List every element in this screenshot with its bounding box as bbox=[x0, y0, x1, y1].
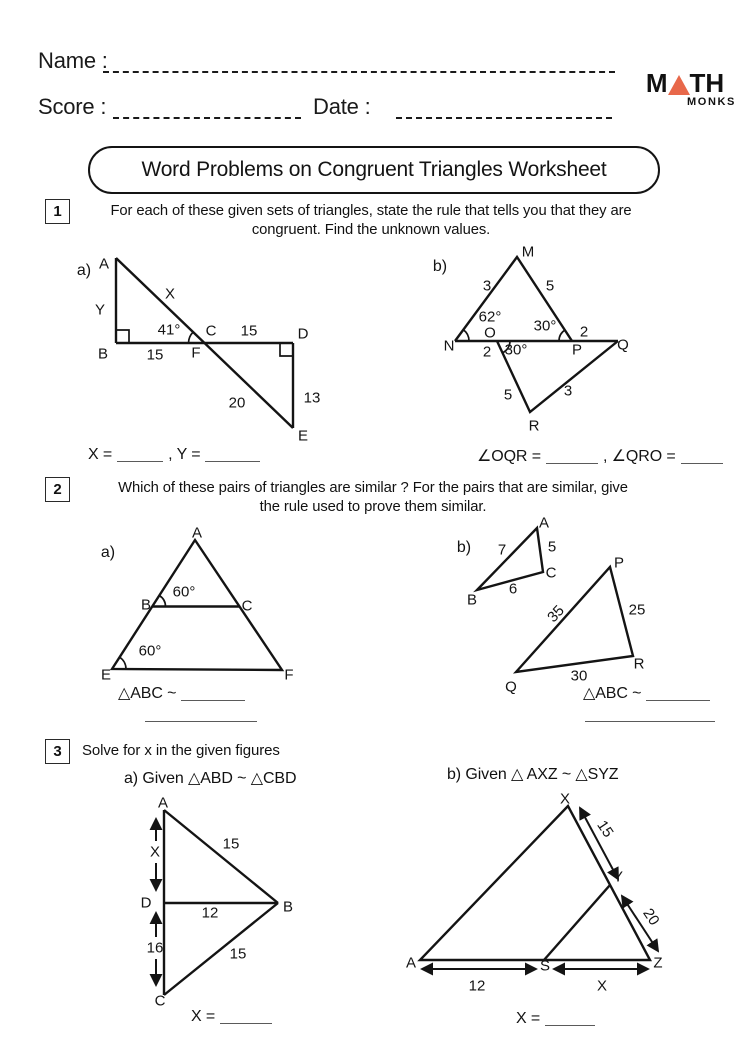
figure-label-f3a: 12 bbox=[201, 904, 219, 922]
answer-blank bbox=[646, 698, 710, 701]
figure-label-f1b: 2 bbox=[579, 323, 589, 341]
figure-label-f2a: 60° bbox=[138, 642, 162, 660]
figure-label-f3a: 16 bbox=[146, 939, 164, 957]
figure-label-f1a: 20 bbox=[228, 394, 246, 412]
figure-label-f3b: X bbox=[596, 977, 608, 995]
figure-label-f3a: D bbox=[140, 894, 152, 912]
figure-label-f2a: 60° bbox=[172, 583, 196, 601]
answer-blank bbox=[205, 459, 260, 462]
logo-text-m: M bbox=[645, 68, 668, 98]
answer-blank bbox=[546, 461, 598, 464]
figure-label-f1b: 30° bbox=[504, 341, 528, 359]
segment-arrows-XY-YZ-AS-SZ bbox=[422, 808, 658, 969]
figure-label-f1b: 30° bbox=[533, 317, 557, 335]
figure-label-f3b: X bbox=[559, 790, 571, 808]
figure-label-f3b: S bbox=[539, 957, 551, 975]
figure-label-f2b: b) bbox=[456, 539, 472, 556]
figure-label-f2a: C bbox=[241, 597, 253, 615]
worksheet-title-text: Word Problems on Congruent Triangles Worksheet bbox=[141, 158, 607, 181]
logo-text-monks: MONKS bbox=[687, 96, 736, 108]
answer-similar-label: △ABC ~ bbox=[118, 685, 177, 702]
figure-label-f1a: E bbox=[297, 427, 309, 445]
problem-3a-answer-row bbox=[191, 1008, 277, 1026]
figure-1b-drawing bbox=[455, 257, 618, 412]
figure-label-f3a: A bbox=[157, 794, 169, 812]
figure-label-f2a: F bbox=[284, 666, 294, 684]
problem-2-instruction-line2: the rule used to prove them similar. bbox=[259, 499, 487, 515]
figure-1a-drawing bbox=[116, 258, 293, 428]
problem-3a-given: a) Given △ABD ~ △CBD bbox=[124, 770, 297, 787]
answer-blank bbox=[117, 459, 163, 462]
figure-label-f1a: 41° bbox=[157, 321, 181, 339]
figure-label-f2b: 6 bbox=[508, 580, 518, 598]
figure-label-f2a: A bbox=[191, 524, 203, 542]
figure-label-f1a: a) bbox=[76, 262, 92, 279]
answer-blank bbox=[545, 1023, 595, 1026]
figure-label-f1b: 3 bbox=[482, 277, 492, 295]
figure-label-f2b: R bbox=[633, 655, 645, 673]
figure-label-f3a: 15 bbox=[229, 945, 247, 963]
figure-label-f1a: 15 bbox=[146, 346, 164, 364]
answer-x-label: X = bbox=[88, 446, 113, 463]
figure-label-f2b: C bbox=[545, 564, 557, 582]
figure-label-f2b: 30 bbox=[570, 667, 588, 685]
problem-2b-answer-row bbox=[583, 683, 715, 703]
figure-label-f2a: B bbox=[140, 596, 152, 614]
answer-x-label: X = bbox=[516, 1010, 541, 1027]
problem-1b-answer-row bbox=[477, 446, 728, 466]
figure-label-f2b: B bbox=[466, 591, 478, 609]
problem-3b-given: b) Given △ AXZ ~ △SYZ bbox=[447, 766, 619, 783]
problem-2-instruction-line1: Which of these pairs of triangles are similar ? For the pairs that are similar, give bbox=[118, 480, 628, 496]
figure-label-f1a: Y bbox=[94, 301, 106, 319]
figure-label-f1a: X bbox=[164, 285, 176, 303]
figure-label-f1a: C bbox=[205, 322, 217, 340]
figure-label-f1b: P bbox=[571, 341, 583, 359]
figure-3a-drawing bbox=[156, 810, 278, 995]
answer-similar-label: △ABC ~ bbox=[583, 685, 642, 702]
figure-label-f1b: 5 bbox=[503, 386, 513, 404]
figure-label-f1a: F bbox=[191, 344, 201, 362]
figure-label-f1a: D bbox=[297, 325, 309, 343]
answer-blank-line bbox=[145, 721, 257, 722]
problem-3-instruction: Solve for x in the given figures bbox=[82, 742, 280, 759]
angle-arc-30-top bbox=[559, 330, 565, 341]
figure-label-f1a: 13 bbox=[303, 389, 321, 407]
figure-label-f1b: M bbox=[521, 243, 535, 261]
figure-label-f1a: 15 bbox=[240, 322, 258, 340]
figure-label-f1b: 62° bbox=[478, 308, 502, 326]
figure-label-f1b: 2 bbox=[482, 343, 492, 361]
problem-1-instruction-line1: For each of these given sets of triangles, state the rule that tells you that they are bbox=[110, 203, 632, 219]
answer-blank bbox=[220, 1021, 272, 1024]
logo-text-th: TH bbox=[689, 68, 725, 98]
figure-label-f3a: C bbox=[154, 992, 166, 1010]
problem-2-number: 2 bbox=[45, 477, 70, 502]
angle-arc-62 bbox=[463, 330, 469, 341]
answer-x-label: X = bbox=[191, 1008, 216, 1025]
problem-1-instruction-line2: congruent. Find the unknown values. bbox=[251, 222, 491, 238]
figure-label-f1b: Q bbox=[617, 336, 629, 354]
score-label: Score : bbox=[38, 94, 107, 119]
figure-label-f2b: 5 bbox=[547, 538, 557, 556]
figure-label-f2a: E bbox=[100, 666, 112, 684]
figure-label-f3b: 20 bbox=[639, 905, 663, 929]
angle-arc-60-E bbox=[120, 657, 126, 669]
figure-label-f1b: 5 bbox=[545, 277, 555, 295]
figure-2a-drawing bbox=[112, 540, 282, 670]
figure-label-f2b: P bbox=[613, 554, 625, 572]
figure-label-f3b: 15 bbox=[593, 817, 617, 841]
figure-label-f1b: R bbox=[528, 417, 540, 435]
angle-arc-41 bbox=[189, 332, 194, 343]
answer-blank-line bbox=[585, 721, 715, 722]
figure-label-f1b: N bbox=[443, 337, 455, 355]
figure-label-f2a: a) bbox=[100, 544, 116, 561]
right-angle-mark-B bbox=[116, 330, 129, 343]
date-label: Date : bbox=[313, 94, 371, 119]
figure-label-f2b: A bbox=[538, 514, 550, 532]
angle-arc-30-bottom bbox=[503, 341, 511, 353]
figure-label-f3b: 12 bbox=[468, 977, 486, 995]
problem-1-number: 1 bbox=[45, 199, 70, 224]
figure-label-f2b: 35 bbox=[544, 602, 568, 626]
right-angle-mark-D bbox=[280, 343, 293, 356]
figure-label-f1b: O bbox=[484, 324, 496, 342]
answer-qro-label: , ∠QRO = bbox=[602, 448, 676, 465]
figure-label-f2b: 7 bbox=[497, 541, 507, 559]
problem-1a-answer-row bbox=[88, 446, 265, 464]
angle-arc-60-B bbox=[160, 596, 166, 607]
name-label: Name : bbox=[38, 48, 108, 73]
answer-blank bbox=[681, 461, 723, 464]
figure-label-f2b: 25 bbox=[628, 601, 646, 619]
figure-3b-drawing bbox=[420, 806, 658, 969]
problem-3-number: 3 bbox=[45, 739, 70, 764]
problem-3b-answer-row bbox=[516, 1010, 600, 1028]
figure-label-f3b: A bbox=[405, 954, 417, 972]
figure-label-f3a: B bbox=[282, 898, 294, 916]
problem-2a-answer-row bbox=[118, 683, 250, 703]
answer-blank bbox=[181, 698, 245, 701]
figure-2b-drawing bbox=[477, 528, 633, 672]
figure-label-f1b: b) bbox=[432, 258, 448, 275]
figure-label-f3a: 15 bbox=[222, 835, 240, 853]
figure-label-f3b: Y bbox=[612, 868, 624, 886]
figure-label-f2b: Q bbox=[505, 678, 517, 696]
answer-oqr-label: ∠OQR = bbox=[477, 448, 541, 465]
figure-label-f3b: Z bbox=[653, 954, 663, 972]
figure-label-f3a: X bbox=[149, 843, 161, 861]
figure-label-f1a: A bbox=[98, 255, 110, 273]
figure-label-f1b: 3 bbox=[563, 382, 573, 400]
answer-y-label: , Y = bbox=[168, 446, 201, 463]
figure-label-f1a: B bbox=[97, 345, 109, 363]
